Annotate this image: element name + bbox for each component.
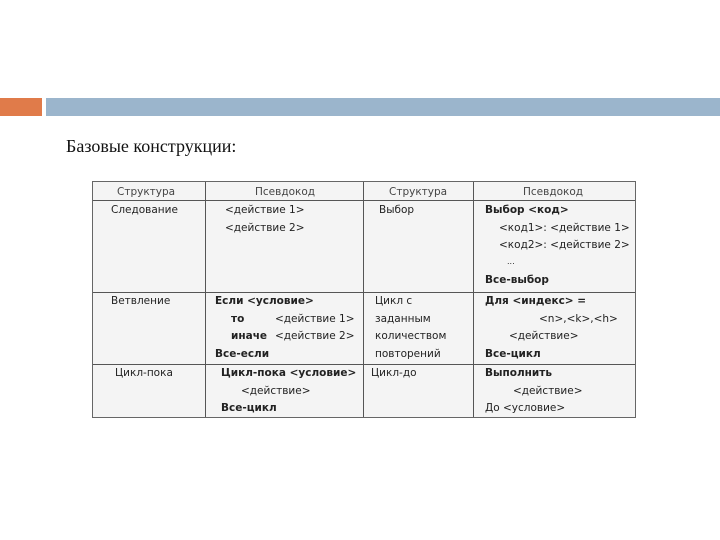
accent-bar-orange (0, 98, 42, 116)
table-cell: До <условие> (485, 402, 566, 414)
slide-heading: Базовые конструкции: (66, 136, 237, 156)
constructs-table (92, 181, 636, 418)
header-structure-right: Структура (389, 186, 448, 198)
table-cell: <действие> (509, 330, 579, 342)
table-cell: Ветвление (111, 295, 171, 307)
table-divider (93, 292, 635, 293)
table-cell: заданным (375, 313, 431, 325)
table-cell: Для <индекс> = (485, 295, 587, 307)
header-pseudocode-left: Псевдокод (255, 186, 316, 198)
table-cell: Следование (111, 204, 178, 216)
table-cell: Выполнить (485, 367, 552, 379)
table-cell: Все-цикл (485, 348, 541, 360)
table-divider (205, 182, 206, 417)
table-cell: <действие 1> (225, 204, 305, 216)
table-cell: ... (507, 257, 515, 266)
table-divider (93, 200, 635, 201)
table-cell: Все-выбор (485, 274, 549, 286)
table-cell: Выбор (379, 204, 415, 216)
table-cell: Цикл с (375, 295, 413, 307)
header-pseudocode-right: Псевдокод (523, 186, 584, 198)
table-cell: количеством (375, 330, 447, 342)
table-cell: <действие 2> (225, 222, 305, 234)
table-cell: <действие> (513, 385, 583, 397)
table-cell: Цикл-пока <условие> (221, 367, 357, 379)
table-divider (473, 182, 474, 417)
table-cell: Цикл-пока (115, 367, 173, 379)
table-cell: <код1>: <действие 1> (499, 222, 630, 234)
table-cell: <код2>: <действие 2> (499, 239, 630, 251)
header-structure-left: Структура (117, 186, 176, 198)
table-cell: Все-цикл (221, 402, 277, 414)
table-cell (215, 295, 314, 308)
table-cell: <действие> (241, 385, 311, 397)
table-cell: Цикл-до (371, 367, 417, 379)
table-divider (363, 182, 364, 417)
table-cell: <n>,<k>,<h> (539, 313, 618, 325)
table-cell: Все-если (215, 348, 270, 360)
table-divider (93, 364, 635, 365)
table-cell: повторений (375, 348, 441, 360)
accent-bar-blue (46, 98, 720, 116)
keyword: Если <условие> (215, 295, 314, 307)
table-cell: Выбор <код> (485, 204, 569, 216)
table-cell: иначе (231, 330, 268, 342)
table-cell: то (231, 313, 245, 325)
table-cell: <действие 1> (275, 313, 355, 325)
table-cell: <действие 2> (275, 330, 355, 342)
